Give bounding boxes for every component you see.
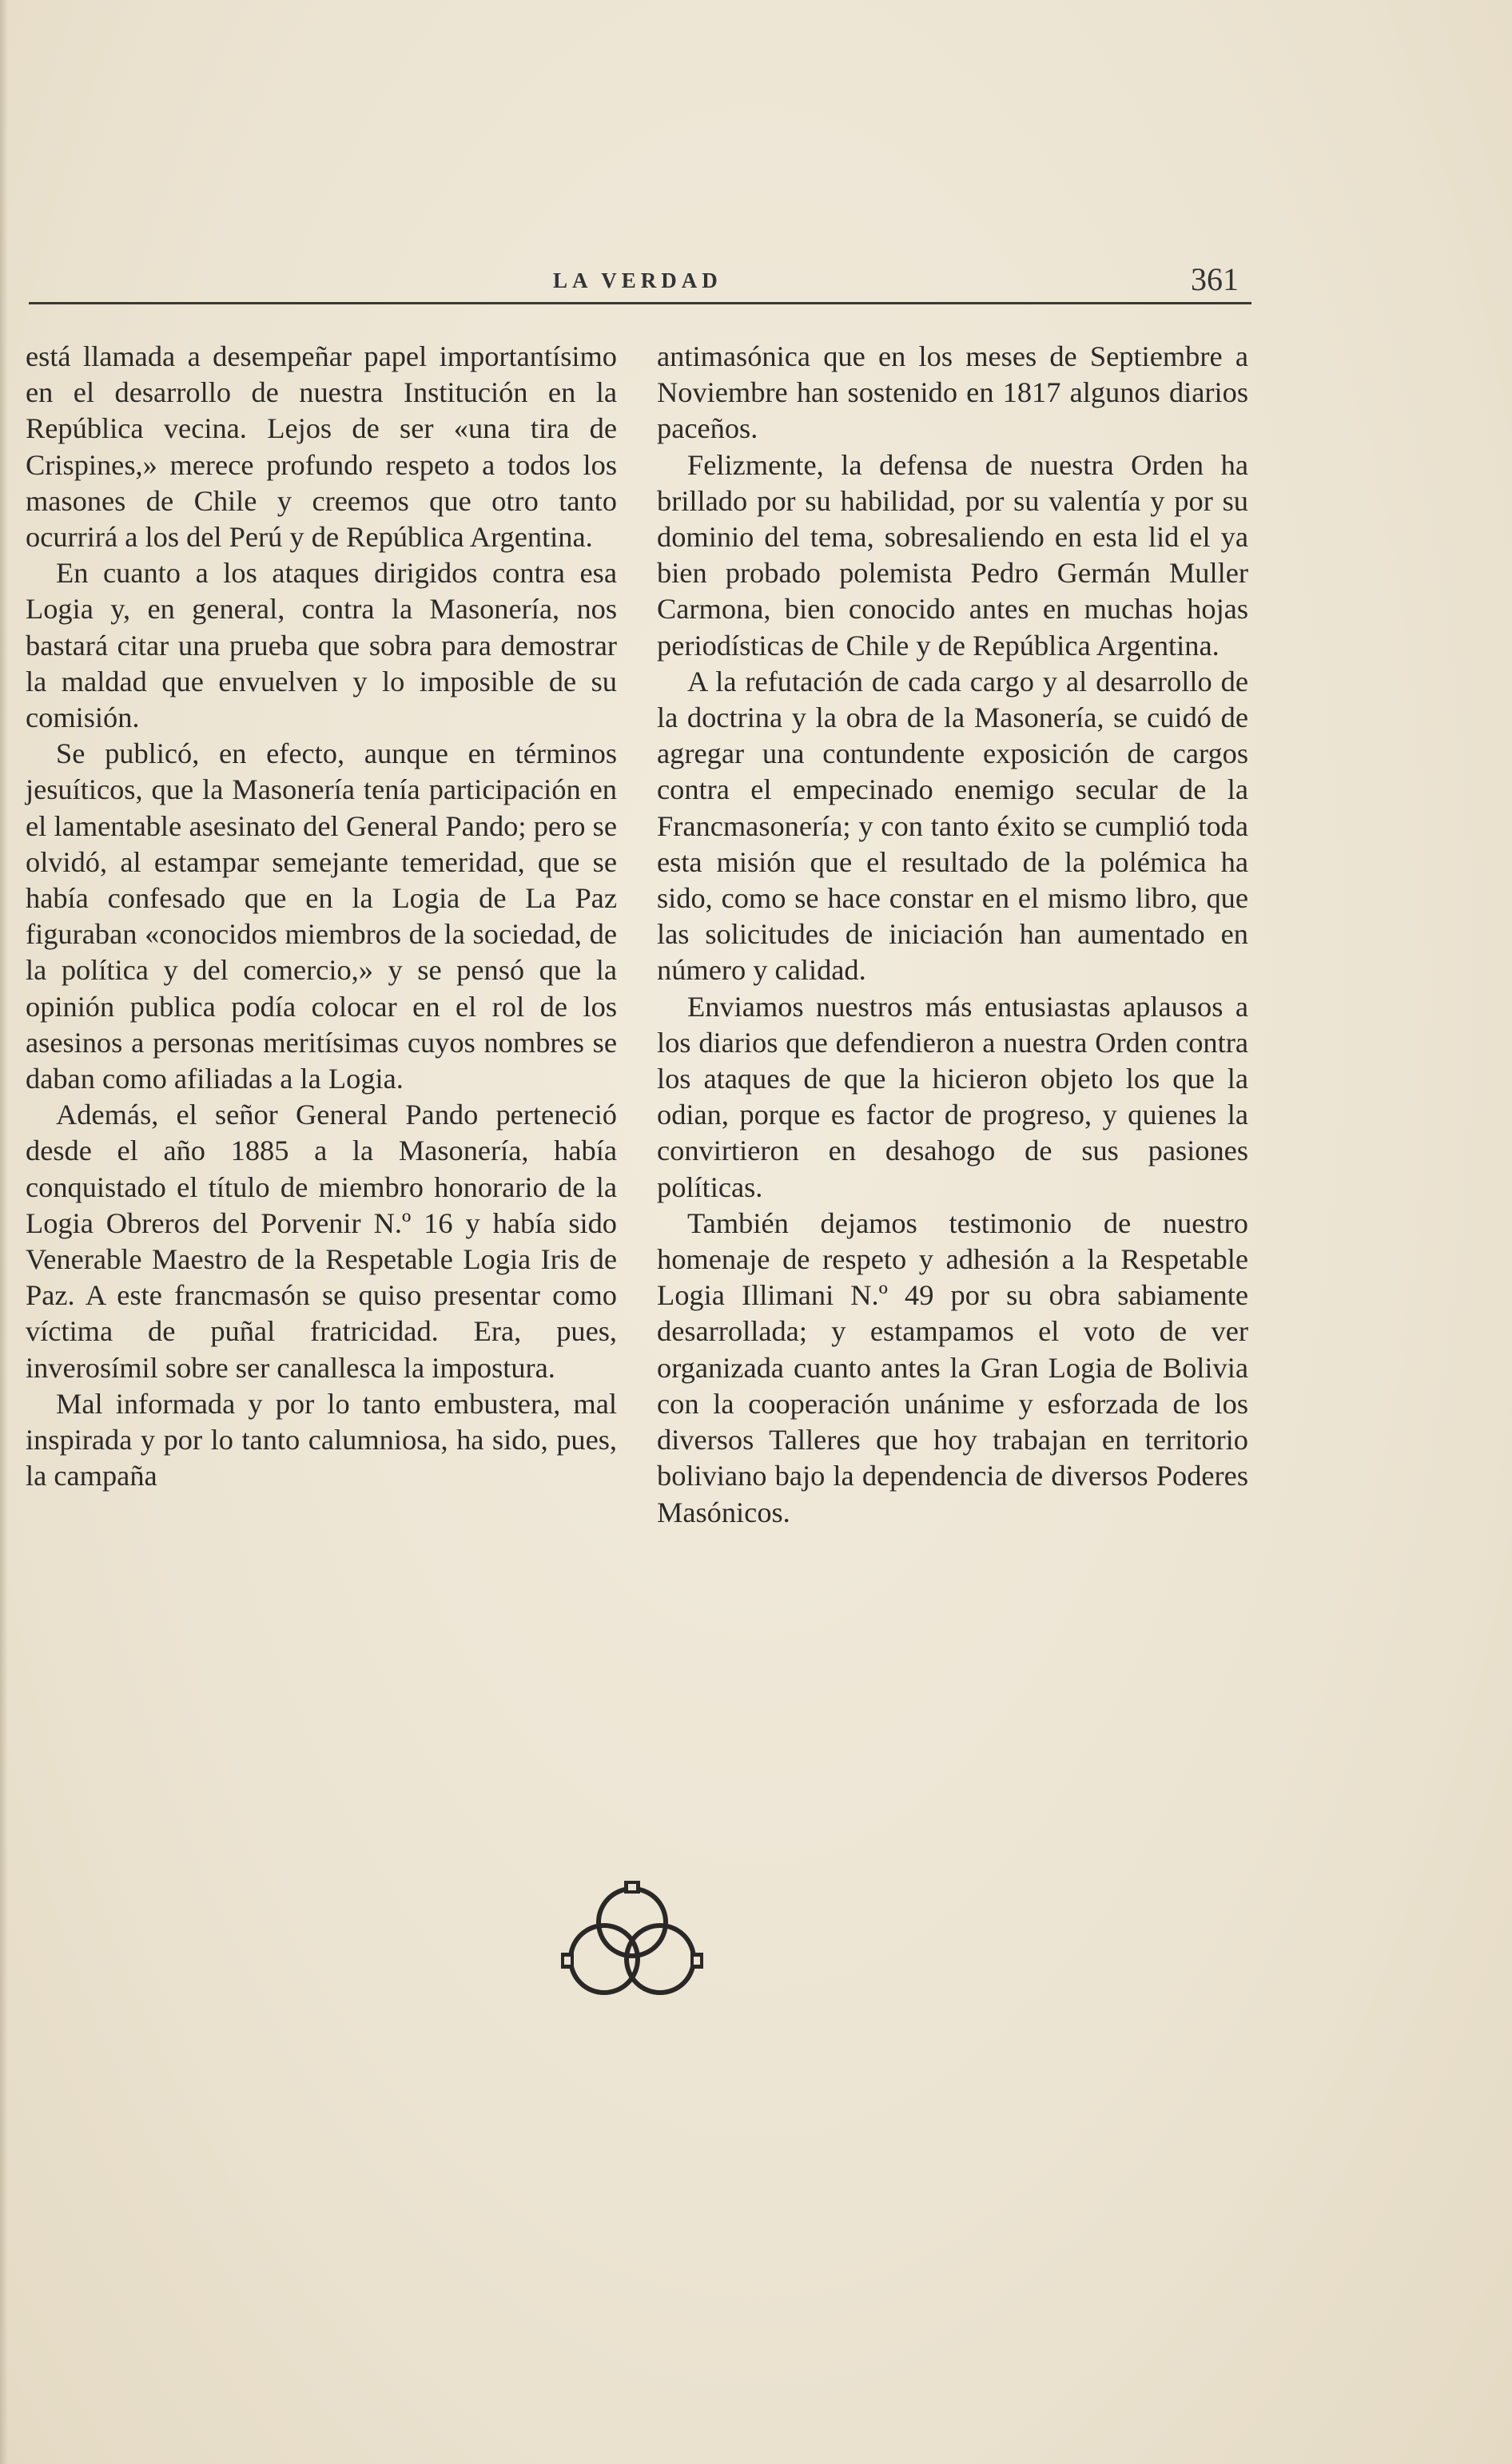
paragraph: Felizmente, la defensa de nuestra Orden ha brillado por su habilidad, por su valentía y por su dominio del tema, sobresaliendo en esta lid el ya bien probado polemista Pedro Germán Muller Carmona, bien conocido antes en muchas hojas periodísticas de Chile y de República Argentina.	[657, 448, 1248, 662]
right-column	[657, 339, 1248, 1531]
paragraph: Además, el señor General Pando perteneció desde el año 1885 a la Masonería, había conquistado el título de miembro honorario de la Logia Obreros del Porvenir N.º 16 y había sido Venerable Maestro de la Respetable Logia Iris de Paz. A este francmasón se quiso presentar como víctima de puñal fratricidad. Era, pues, inverosímil sobre ser canallesca la impostura.	[26, 1099, 617, 1384]
paragraph: También dejamos testimonio de nuestro homenaje de respeto y adhesión a la Respetable Logia Illimani N.º 49 por su obra sabiamente desarrollada; y estampamos el voto de ver organizada cuanto antes la Gran Logia de Bolivia con la cooperación unánime y esforzada de los diversos Talleres que hoy trabajan en territorio boliviano bajo la dependencia de diversos Poderes Masónicos.	[657, 1206, 1248, 1528]
running-header	[29, 260, 1251, 304]
paragraph: A la refutación de cada cargo y al desarrollo de la doctrina y la obra de la Masonería, se cuidó de agregar una contundente exposición de cargos contra el empecinado enemigo secular de la Francmasonería; y con tanto éxito se cumplió toda esta misión que el resultado de la polémica ha sido, como se hace constar en el mismo libro, que las solicitudes de iniciación han aumentado en número y calidad.	[657, 665, 1248, 987]
paragraph: Se publicó, en efecto, aunque en términos jesuíticos, que la Masonería tenía participación en el lamentable asesinato del General Pando; pero se olvidó, al estampar semejante temeridad, que se había confesado que en la Logia de La Paz figuraban «conocidos miembros de la sociedad, de la política y del comercio,» y se pensó que la opinión publica podía colocar en el rol de los asesinos a personas meritísimas cuyos nombres se daban como afiliadas a la Logia.	[26, 737, 617, 1095]
three-rings-ornament-icon	[548, 1873, 716, 2009]
paragraph: antimasónica que en los meses de Septiembre a Noviembre han sostenido en 1817 algunos diarios paceños.	[657, 340, 1248, 445]
page-number: 361	[1191, 261, 1239, 297]
journal-title: LA VERDAD	[553, 268, 722, 292]
paragraph: Mal informada y por lo tanto embustera, mal inspirada y por lo tanto calumniosa, ha sido, pues, la campaña	[26, 1387, 617, 1492]
left-column	[26, 339, 617, 1495]
paragraph: está llamada a desempeñar papel importantísimo en el desarrollo de nuestra Institución en la República vecina. Lejos de ser «una tira de Crispines,» merece profundo respeto a todos los masones de Chile y creemos que otro tanto ocurrirá a los del Perú y de República Argentina.	[26, 340, 617, 554]
paragraph: En cuanto a los ataques dirigidos contra esa Logia y, en general, contra la Masonería, nos bastará citar una prueba que sobra para demostrar la maldad que envuelven y lo imposible de su comisión.	[26, 557, 617, 734]
scan-edge	[0, 0, 8, 2464]
paragraph: Enviamos nuestros más entusiastas aplausos a los diarios que defendieron a nuestra Orden contra los ataques de que la hicieron objeto los que la odian, porque es factor de progreso, y quienes la convirtieron en desahogo de sus pasiones políticas.	[657, 990, 1248, 1203]
